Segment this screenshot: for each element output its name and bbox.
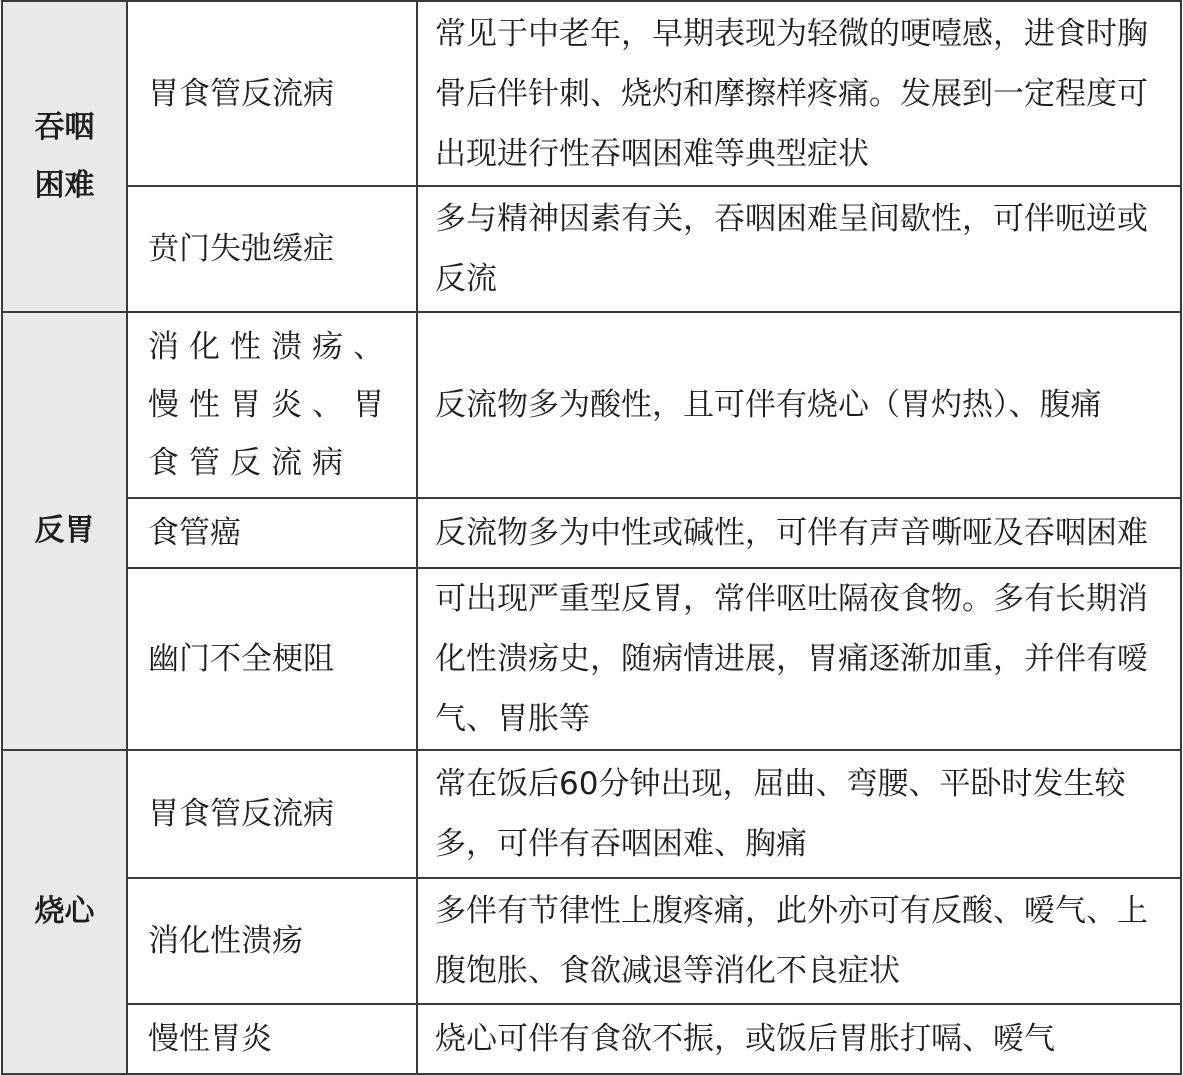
description-cell: 多伴有节律性上腹疼痛，此外亦可有反酸、嗳气、上腹饱胀、食欲减退等消化不良症状 <box>417 878 1181 1004</box>
disease-cell: 胃食管反流病 <box>127 750 417 878</box>
disease-cell: 食管癌 <box>127 498 417 568</box>
disease-cell: 贲门失弛缓症 <box>127 186 417 312</box>
table-row <box>2 1004 1181 1074</box>
table-row <box>2 1 1181 186</box>
disease-cell: 消化性溃疡、慢性胃炎、胃食管反流病 <box>127 312 417 498</box>
category-cell: 吞咽 困难 <box>2 1 127 312</box>
table-row <box>2 750 1181 878</box>
description-cell: 反流物多为酸性，且可伴有烧心（胃灼热）、腹痛 <box>417 312 1181 498</box>
description-cell: 常在饭后60分钟出现，屈曲、弯腰、平卧时发生较多，可伴有吞咽困难、胸痛 <box>417 750 1181 878</box>
category-cell: 烧心 <box>2 750 127 1074</box>
description-cell: 可出现严重型反胃，常伴呕吐隔夜食物。多有长期消化性溃疡史，随病情进展，胃痛逐渐加重，并伴有嗳气、胃胀等 <box>417 568 1181 750</box>
table-row <box>2 878 1181 1004</box>
table-row <box>2 498 1181 568</box>
description-cell: 烧心可伴有食欲不振，或饭后胃胀打嗝、嗳气 <box>417 1004 1181 1074</box>
description-cell: 反流物多为中性或碱性，可伴有声音嘶哑及吞咽困难 <box>417 498 1181 568</box>
table-row <box>2 312 1181 498</box>
disease-cell: 消化性溃疡 <box>127 878 417 1004</box>
disease-cell: 幽门不全梗阻 <box>127 568 417 750</box>
disease-cell: 胃食管反流病 <box>127 1 417 186</box>
disease-cell: 慢性胃炎 <box>127 1004 417 1074</box>
description-cell: 多与精神因素有关，吞咽困难呈间歇性，可伴呃逆或反流 <box>417 186 1181 312</box>
table-row <box>2 568 1181 750</box>
table-row <box>2 186 1181 312</box>
description-cell: 常见于中老年，早期表现为轻微的哽噎感，进食时胸骨后伴针刺、烧灼和摩擦样疼痛。发展到一定程度可出现进行性吞咽困难等典型症状 <box>417 1 1181 186</box>
symptom-table <box>1 0 1182 1075</box>
category-cell: 反胃 <box>2 312 127 750</box>
